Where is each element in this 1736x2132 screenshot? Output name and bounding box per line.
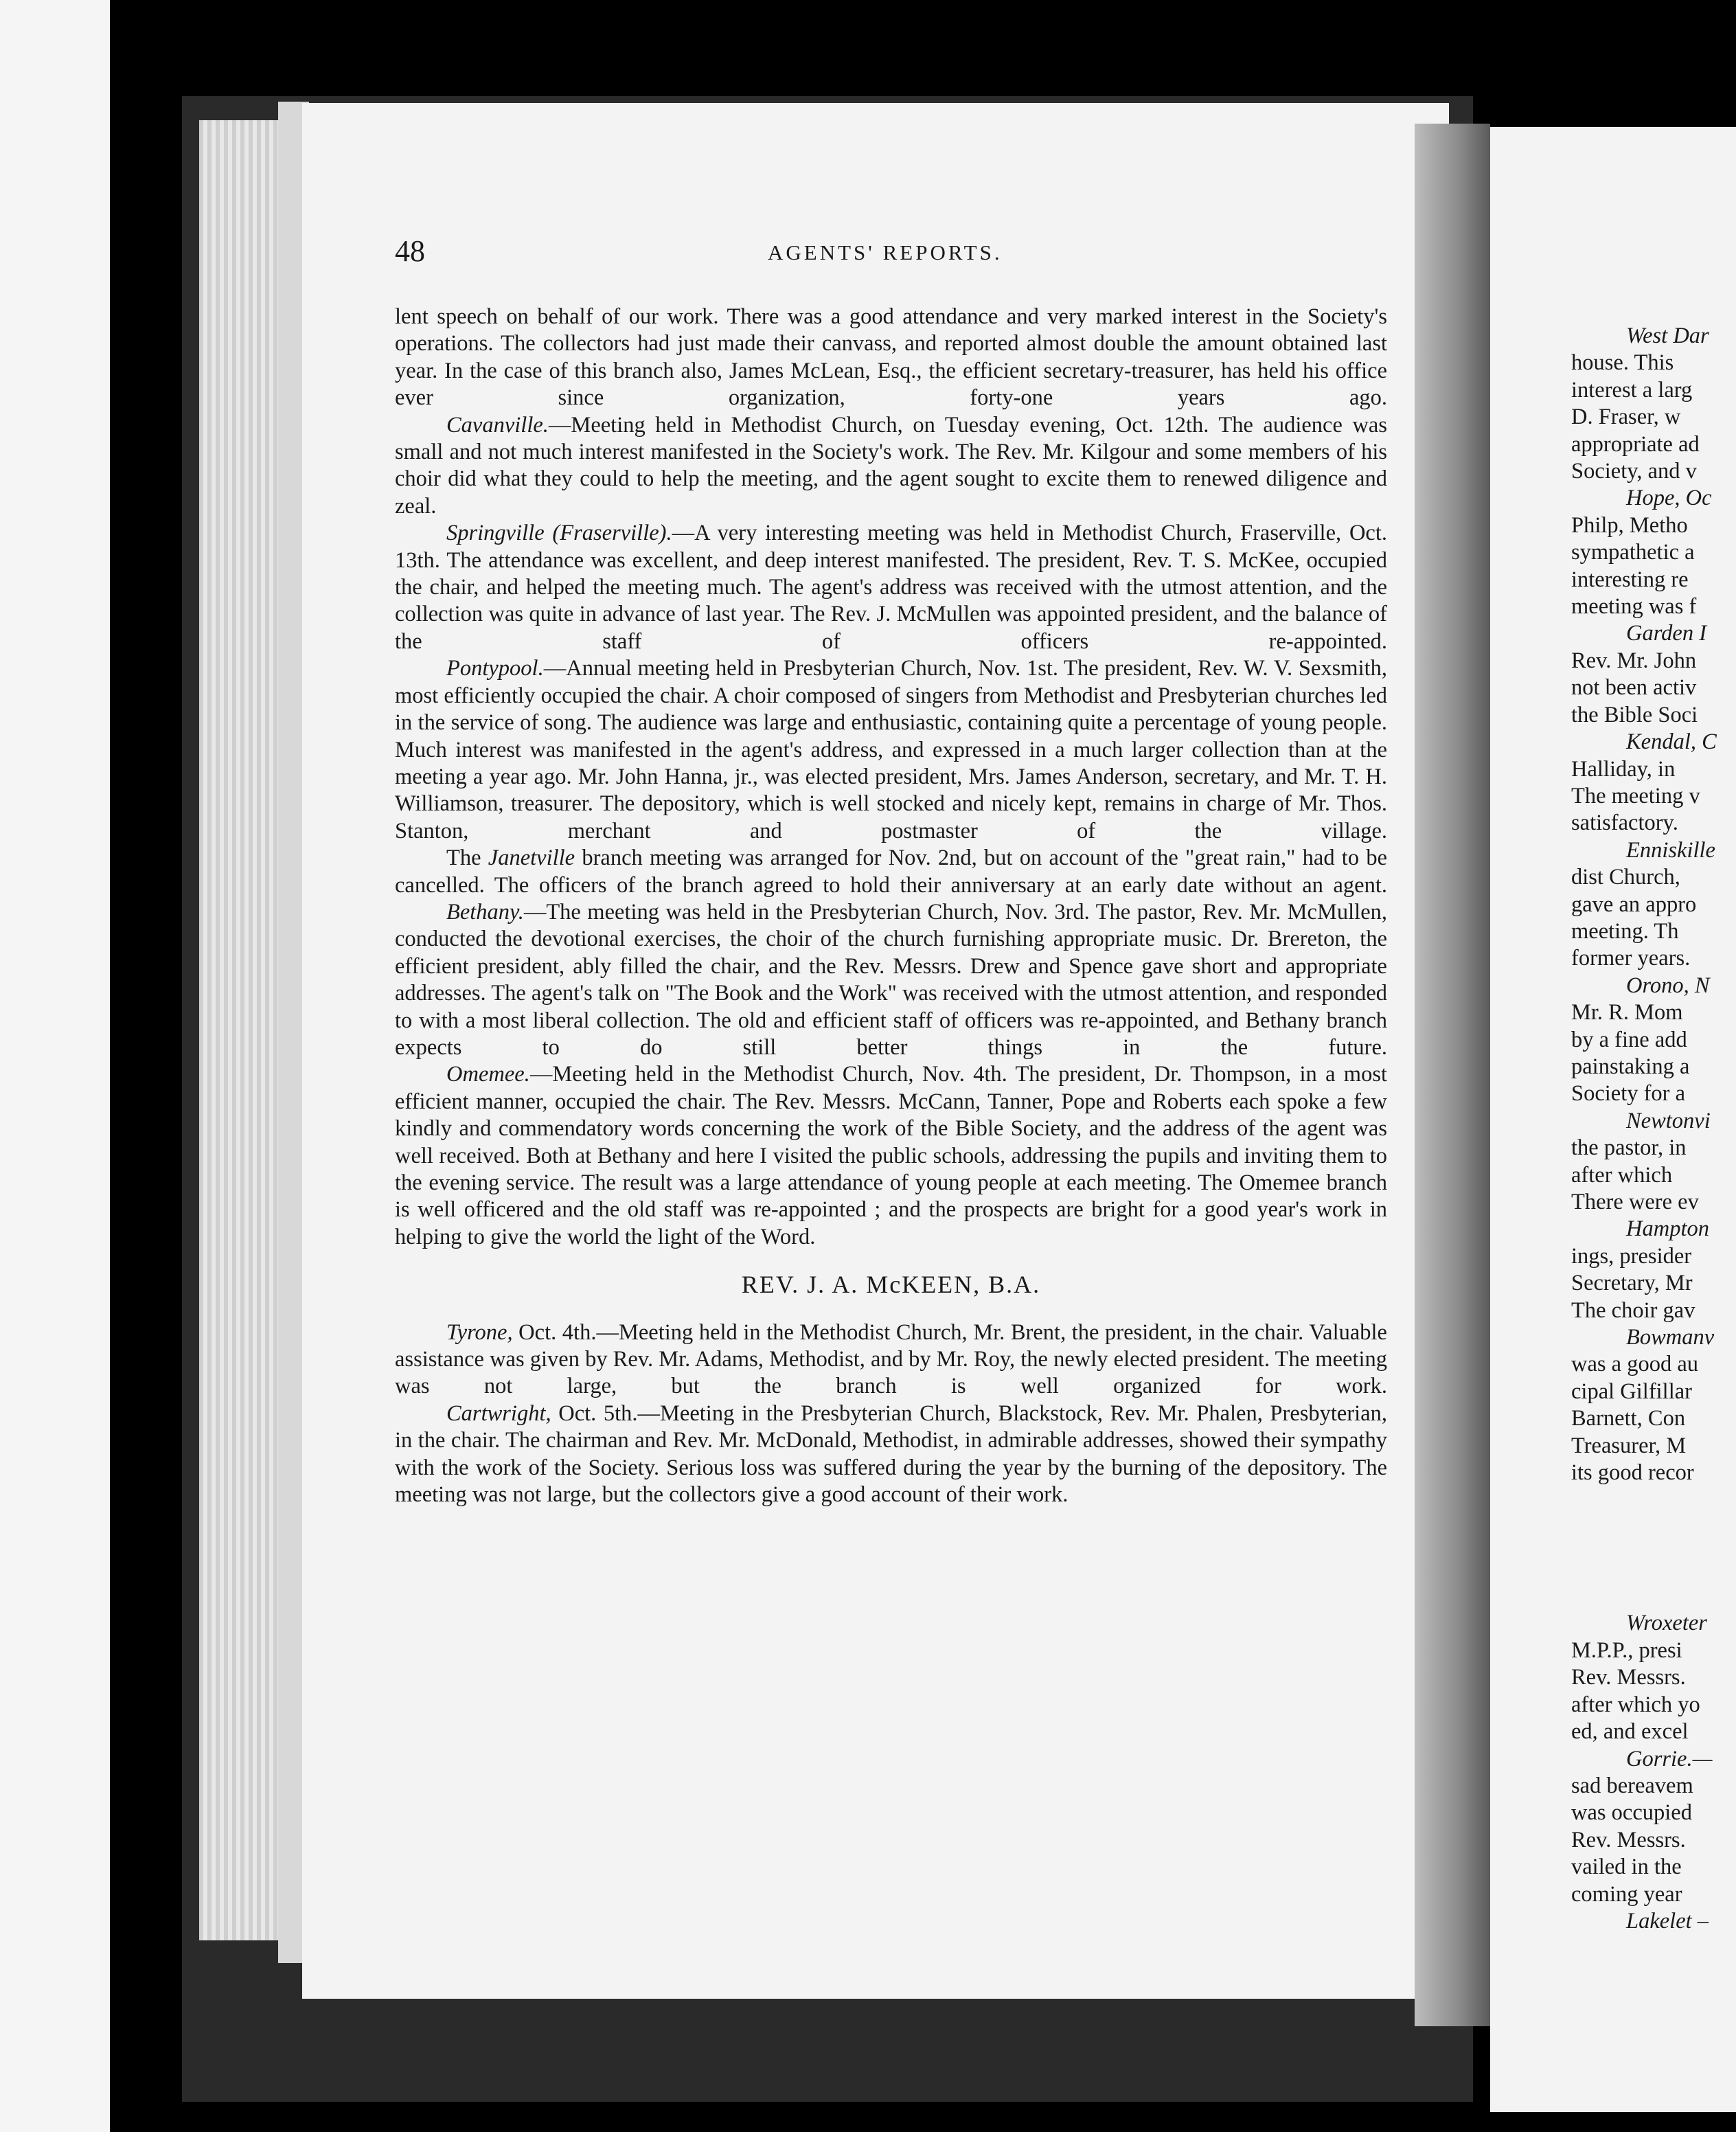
right-page-line: Treasurer, M (1571, 1433, 1687, 1458)
report-paragraph (395, 1319, 1387, 1400)
right-page-line: painstaking a (1571, 1054, 1690, 1079)
right-page-line: The meeting v (1571, 783, 1700, 808)
page-number: 48 (395, 234, 425, 268)
right-page-line: The choir gav (1571, 1297, 1695, 1323)
report-paragraph (395, 412, 1387, 521)
right-page-line: Rev. Messrs. (1571, 1827, 1686, 1852)
place-name: Janetville (488, 846, 575, 871)
right-page-group-a (1571, 323, 1736, 1486)
right-page-line: Halliday, in (1571, 756, 1676, 782)
right-page-line: Orono, N (1626, 973, 1710, 998)
right-page-line: meeting. Th (1571, 918, 1679, 944)
right-page-line: house. This (1571, 350, 1674, 376)
paragraph-text: branch meeting was arranged for Nov. 2nd, but on account of the "great rain," had to be cancelled. The officers of the branch agreed to hold their anniversary at an early date without an agent. (395, 846, 1387, 898)
right-page-line: its good recor (1571, 1460, 1694, 1486)
right-page-line: There were ev (1571, 1190, 1699, 1214)
right-page-line: Mr. R. Mom (1571, 1000, 1683, 1025)
right-page-line: Rev. Messrs. (1571, 1665, 1686, 1690)
place-name: Cartwright, (446, 1400, 551, 1426)
right-page-line: after which (1571, 1162, 1673, 1188)
place-name: Springville (Fraserville). (446, 521, 672, 546)
right-page-line: coming year (1571, 1881, 1682, 1907)
right-page-line: Newtonvi (1626, 1108, 1711, 1133)
right-page-line: by a fine add (1571, 1027, 1687, 1052)
right-page-line: sympathetic a (1571, 540, 1695, 565)
place-name: Tyrone, (446, 1319, 513, 1345)
right-page-group-b (1571, 1610, 1736, 1935)
right-page-line: West Dar (1626, 324, 1709, 348)
right-page-line: the pastor, in (1571, 1135, 1687, 1161)
right-page-line: Philp, Metho (1571, 512, 1688, 538)
right-page-line: Garden I (1626, 621, 1707, 646)
report-paragraph (395, 520, 1387, 655)
right-page-line: ings, presider (1571, 1243, 1692, 1269)
paragraph-text: —Meeting held in Methodist Church, on Tuesday evening, Oct. 12th. The audience was small and not much interest manifested in the Society's work. The Rev. Mr. Kilgour and some members of his choir did what they could to help the meeting, and the agent sought to excite them to renewed diligence and zeal. (395, 412, 1387, 519)
report-paragraph (395, 1061, 1387, 1251)
right-page-line: satisfactory. (1571, 810, 1678, 836)
right-page-line: was a good au (1571, 1352, 1699, 1377)
right-page-line: dist Church, (1571, 865, 1680, 890)
right-page-line: after which yo (1571, 1692, 1700, 1717)
right-page-line: Society, and v (1571, 459, 1697, 484)
right-page-line: sad bereavem (1571, 1773, 1693, 1798)
right-page-line: Gorrie.— (1626, 1746, 1713, 1771)
right-page-line: Bowmanv (1626, 1325, 1715, 1350)
paragraph-text: Oct. 5th.—Meeting in the Presbyterian Church, Blackstock, Rev. Mr. Phalen, Presbyterian, in the chair. The chairman and Rev. Mr. McDonald, Methodist, in admirable addresses, showed their sympathy with the work of the Society. Serious loss was suffered during the year by the burning of the depository. The meeting was not large, but the collectors give a good account of their work. (395, 1400, 1387, 1508)
right-page-line: Enniskille (1626, 837, 1715, 863)
paragraph-text: —A very interesting meeting was held in Methodist Church, Fraserville, Oct. 13th. The attendance was excellent, and deep interest manifested. The president, Rev. T. S. McKee, occupied the chair, and helped the meeting much. The agent's address was received with the utmost attention, and the collection was quite in advance of last year. The Rev. J. McMullen was appointed president, and the balance of the staff of officers re-appointed. (395, 521, 1387, 654)
right-page-text (1571, 323, 1736, 1935)
right-page-line: Wroxeter (1626, 1611, 1707, 1636)
reports-group-b (395, 1319, 1387, 1509)
main-text (395, 304, 1387, 1508)
right-page-line: M.P.P., presi (1571, 1637, 1682, 1663)
right-page-line: vailed in the (1571, 1855, 1682, 1880)
right-page-line: Secretary, Mr (1571, 1271, 1693, 1296)
right-page-line: not been activ (1571, 675, 1697, 701)
right-page-line: meeting was f (1571, 594, 1697, 620)
right-page-line: cipal Gilfillar (1571, 1379, 1692, 1404)
place-name: Omemee. (446, 1062, 530, 1087)
background-margin (0, 0, 110, 2132)
report-paragraph (395, 1400, 1387, 1509)
right-page-line: Kendal, C (1626, 729, 1717, 755)
right-page-line: D. Fraser, w (1571, 405, 1681, 430)
book-gutter (1415, 124, 1490, 2026)
place-name: Bethany. (446, 899, 524, 925)
paragraph-text: —Annual meeting held in Presbyterian Church, Nov. 1st. The president, Rev. W. V. Sexsmith, most efficiently occupied the chair. A choir composed of singers from Methodist and Presbyterian churches led in the service of song. The audience was large and enthusiastic, containing quite a percentage of young people. Much interest was manifested in the agent's address, and expressed in a much larger collection than at the meeting a year ago. Mr. John Hanna, jr., was elected president, Mrs. James Anderson, secretary, and Mr. T. H. Williamson, treasurer. The depository, which is well stocked and nicely kept, remains in charge of Mr. Thos. Stanton, merchant and postmaster of the village. (395, 656, 1387, 843)
right-page-line: ed, and excel (1571, 1719, 1689, 1745)
paragraph-lead: The (446, 846, 488, 871)
right-page-line: interesting re (1571, 567, 1689, 592)
right-page-line: former years. (1571, 946, 1691, 971)
report-paragraph (395, 899, 1387, 1061)
reports-group-a (395, 304, 1387, 1251)
report-paragraph (395, 304, 1387, 412)
right-page-line: the Bible Soci (1571, 702, 1698, 727)
right-page-line: appropriate ad (1571, 431, 1700, 457)
right-page-line: Hampton (1626, 1216, 1709, 1242)
right-page-line: gave an appro (1571, 892, 1697, 917)
section-heading: REV. J. A. McKEEN, B.A. (741, 1271, 1041, 1299)
report-paragraph (395, 845, 1387, 899)
right-page-line: Lakelet – (1626, 1908, 1709, 1933)
paragraph-text: lent speech on behalf of our work. There was a good attendance and very marked interest in the Society's operations. The collectors had just made their canvass, and reported almost double the amount obtained last year. In the case of this branch also, James McLean, Esq., the efficient secretary-treasurer, has held his office ever since organization, forty-one years ago. (395, 304, 1387, 411)
right-page-gap (1571, 1486, 1736, 1610)
place-name: Cavanville. (446, 412, 549, 438)
paragraph-text: —Meeting held in the Methodist Church, Nov. 4th. The president, Dr. Thompson, in a most efficient manner, occupied the chair. The Rev. Messrs. McCann, Tanner, Pope and Roberts each spoke a few kindly and commendatory words concerning the work of the Bible Society, and the address of the agent was well received. Both at Bethany and here I visited the public schools, addressing the pupils and inviting them to the evening service. The result was a large attendance of young people at each meeting. The Omemee branch is well officered and the old staff was re-appointed ; and the prospects are bright for a good year's work in helping to give the world the light of the Word. (395, 1062, 1387, 1249)
right-page-line: Barnett, Con (1571, 1406, 1686, 1431)
right-page-line: Society for a (1571, 1081, 1686, 1107)
right-page-line: interest a larg (1571, 377, 1693, 402)
paragraph-text: Oct. 4th.—Meeting held in the Methodist Church, Mr. Brent, the president, in the chair. Valuable assistance was given by Rev. Mr. Adams, Methodist, and by Mr. Roy, the newly elected president. The meeting was not large, but the branch is well organized for work. (395, 1319, 1387, 1399)
place-name: Pontypool. (446, 656, 544, 681)
right-page-line: was occupied (1571, 1800, 1692, 1826)
report-paragraph (395, 655, 1387, 845)
running-head: AGENTS' REPORTS. (768, 240, 1003, 264)
right-page-line: Hope, Oc (1626, 486, 1712, 511)
paragraph-text: —The meeting was held in the Presbyterian Church, Nov. 3rd. The pastor, Rev. Mr. McMullen, conducted the devotional exercises, the choir of the church furnishing appropriate music. Dr. Brereton, the efficient president, ably filled the chair, and the Rev. Messrs. Drew and Spence gave short and appropriate addresses. The agent's talk on "The Book and the Work" was received with the utmost attention, and responded to with a most liberal collection. The old and efficient staff of officers was re-appointed, and Bethany branch expects to do still better things in the future. (395, 899, 1387, 1060)
right-page-line: Rev. Mr. John (1571, 648, 1697, 673)
